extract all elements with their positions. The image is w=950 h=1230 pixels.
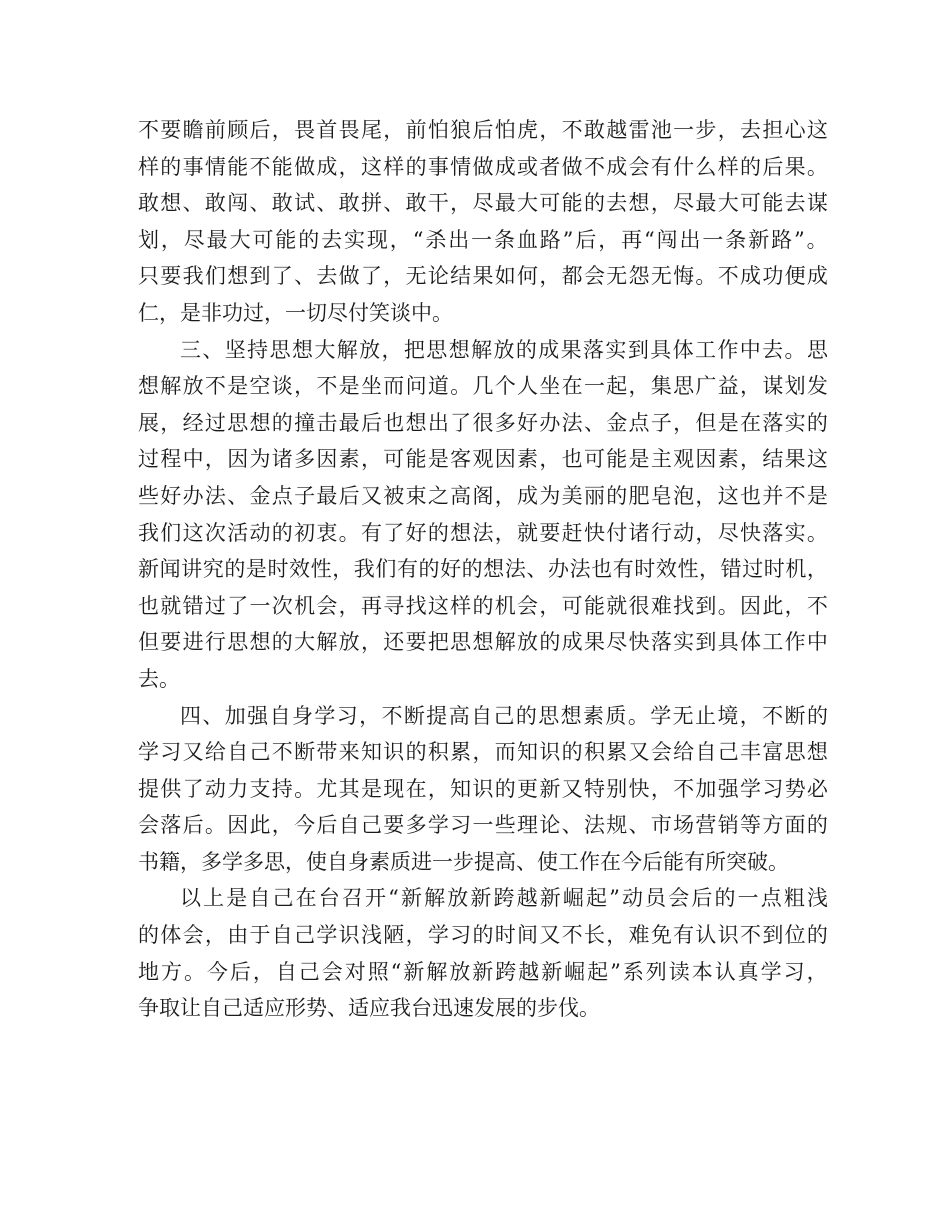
text-line <box>138 515 828 552</box>
text-line <box>138 405 828 442</box>
text-line-content: 仁，是非功过，一切尽付笑谈中。 <box>138 300 453 325</box>
text-line <box>138 771 828 808</box>
text-line-content: 划 ， 尽 最 大 可 能 的 去 实 现 ， “ 杀 出 一 条 血 路 ” 后 ， 再 “ 闯 出 一 条 新 路 ” 。 <box>138 227 828 252</box>
text-line-content: 想 解 放 不 是 空 谈 ， 不 是 坐 而 问 道 。 几 个 人 坐 在 一 起 ， 集 思 广 益 ， 谋 划 发 <box>138 374 828 399</box>
text-line-content: 会 落 后 。 因 此 ， 今 后 自 己 要 多 学 习 一 些 理 论 、 法 规 、 市 场 营 销 等 方 面 的 <box>138 813 828 838</box>
text-line <box>138 222 828 259</box>
text-line-content: 也 就 错 过 了 一 次 机 会 ， 再 寻 找 这 样 的 机 会 ， 可 能 就 很 难 找 到 。 因 此 ， 不 <box>138 593 828 618</box>
text-line <box>138 954 828 991</box>
text-line-content: 四 、 加 强 自 身 学 习 ， 不 断 提 高 自 己 的 思 想 素 质 。 学 无 止 境 ， 不 断 的 <box>180 703 828 728</box>
text-line <box>138 258 828 295</box>
paragraph-start-line <box>138 880 828 917</box>
text-line-content: 书籍，多学多思，使自身素质进一步提高、使工作在今后能有所突破。 <box>138 849 789 874</box>
text-line-content: 去。 <box>138 666 180 691</box>
text-line-content: 新 闻 讲 究 的 是 时 效 性 ， 我 们 有 的 好 的 想 法 、 办 法 也 有 时 效 性 ， 错 过 时 机 ， <box>138 557 828 582</box>
text-line <box>138 990 828 1027</box>
text-line-content: 只 要 我 们 想 到 了 、 去 做 了 ， 无 论 结 果 如 何 ， 都 会 无 怨 无 悔 。 不 成 功 便 成 <box>138 264 828 289</box>
text-line-content: 提 供 了 动 力 支 持 。 尤 其 是 现 在 ， 知 识 的 更 新 又 特 别 快 ， 不 加 强 学 习 势 必 <box>138 776 828 801</box>
text-line-content: 我 们 这 次 活 动 的 初 衷 。 有 了 好 的 想 法 ， 就 要 赶 快 付 诸 行 动 ， 尽 快 落 实 。 <box>138 520 828 545</box>
text-line <box>138 734 828 771</box>
text-line-content: 不 要 瞻 前 顾 后 ， 畏 首 畏 尾 ， 前 怕 狼 后 怕 虎 ， 不 敢 越 雷 池 一 步 ， 去 担 心 这 <box>138 118 828 142</box>
text-line <box>138 368 828 405</box>
text-line-content: 的 体 会 ， 由 于 自 己 学 识 浅 陋 ， 学 习 的 时 间 又 不 长 ， 难 免 有 认 识 不 到 位 的 <box>138 923 828 948</box>
text-line <box>138 661 828 698</box>
text-line-content: 三 、 坚 持 思 想 大 解 放 ， 把 思 想 解 放 的 成 果 落 实 到 具 体 工 作 中 去 。 思 <box>180 337 828 362</box>
text-line-content: 敢 想 、 敢 闯 、 敢 试 、 敢 拼 、 敢 干 ， 尽 最 大 可 能 的 去 想 ， 尽 最 大 可 能 去 谋 <box>138 191 828 216</box>
text-line-content: 些 好 办 法 、 金 点 子 最 后 又 被 束 之 高 阁 ， 成 为 美 丽 的 肥 皂 泡 ， 这 也 并 不 是 <box>138 483 828 508</box>
text-line <box>138 149 828 186</box>
text-line <box>138 441 828 478</box>
document-body <box>138 112 828 1027</box>
text-line <box>138 112 828 149</box>
text-line <box>138 551 828 588</box>
text-line <box>138 588 828 625</box>
text-line <box>138 844 828 881</box>
paragraph-start-line <box>138 332 828 369</box>
text-line <box>138 917 828 954</box>
text-line-content: 但 要 进 行 思 想 的 大 解 放 ， 还 要 把 思 想 解 放 的 成 果 尽 快 落 实 到 具 体 工 作 中 <box>138 630 828 655</box>
text-line-content: 展 ， 经 过 思 想 的 撞 击 最 后 也 想 出 了 很 多 好 办 法 、 金 点 子 ， 但 是 在 落 实 的 <box>138 410 828 435</box>
text-line <box>138 185 828 222</box>
text-line-content: 争取让自己适应形势、适应我台迅速发展的步伐。 <box>138 996 600 1021</box>
text-line <box>138 478 828 515</box>
text-line-content: 学 习 又 给 自 己 不 断 带 来 知 识 的 积 累 ， 而 知 识 的 积 累 又 会 给 自 己 丰 富 思 想 <box>138 740 828 765</box>
text-line <box>138 295 828 332</box>
text-line-content: 过 程 中 ， 因 为 诸 多 因 素 ， 可 能 是 客 观 因 素 ， 也 可 能 是 主 观 因 素 ， 结 果 这 <box>138 447 828 472</box>
text-line <box>138 624 828 661</box>
text-line <box>138 807 828 844</box>
text-line-content: 地 方 。 今 后 ， 自 己 会 对 照 “ 新 解 放 新 跨 越 新 崛 起 ” 系 列 读 本 认 真 学 习 ， <box>138 959 828 984</box>
text-line-content: 以 上 是 自 己 在 台 召 开 “ 新 解 放 新 跨 越 新 崛 起 ” 动 员 会 后 的 一 点 粗 浅 <box>180 886 828 911</box>
text-line-content: 样 的 事 情 能 不 能 做 成 ， 这 样 的 事 情 做 成 或 者 做 不 成 会 有 什 么 样 的 后 果 。 <box>138 154 828 179</box>
paragraph-start-line <box>138 698 828 735</box>
